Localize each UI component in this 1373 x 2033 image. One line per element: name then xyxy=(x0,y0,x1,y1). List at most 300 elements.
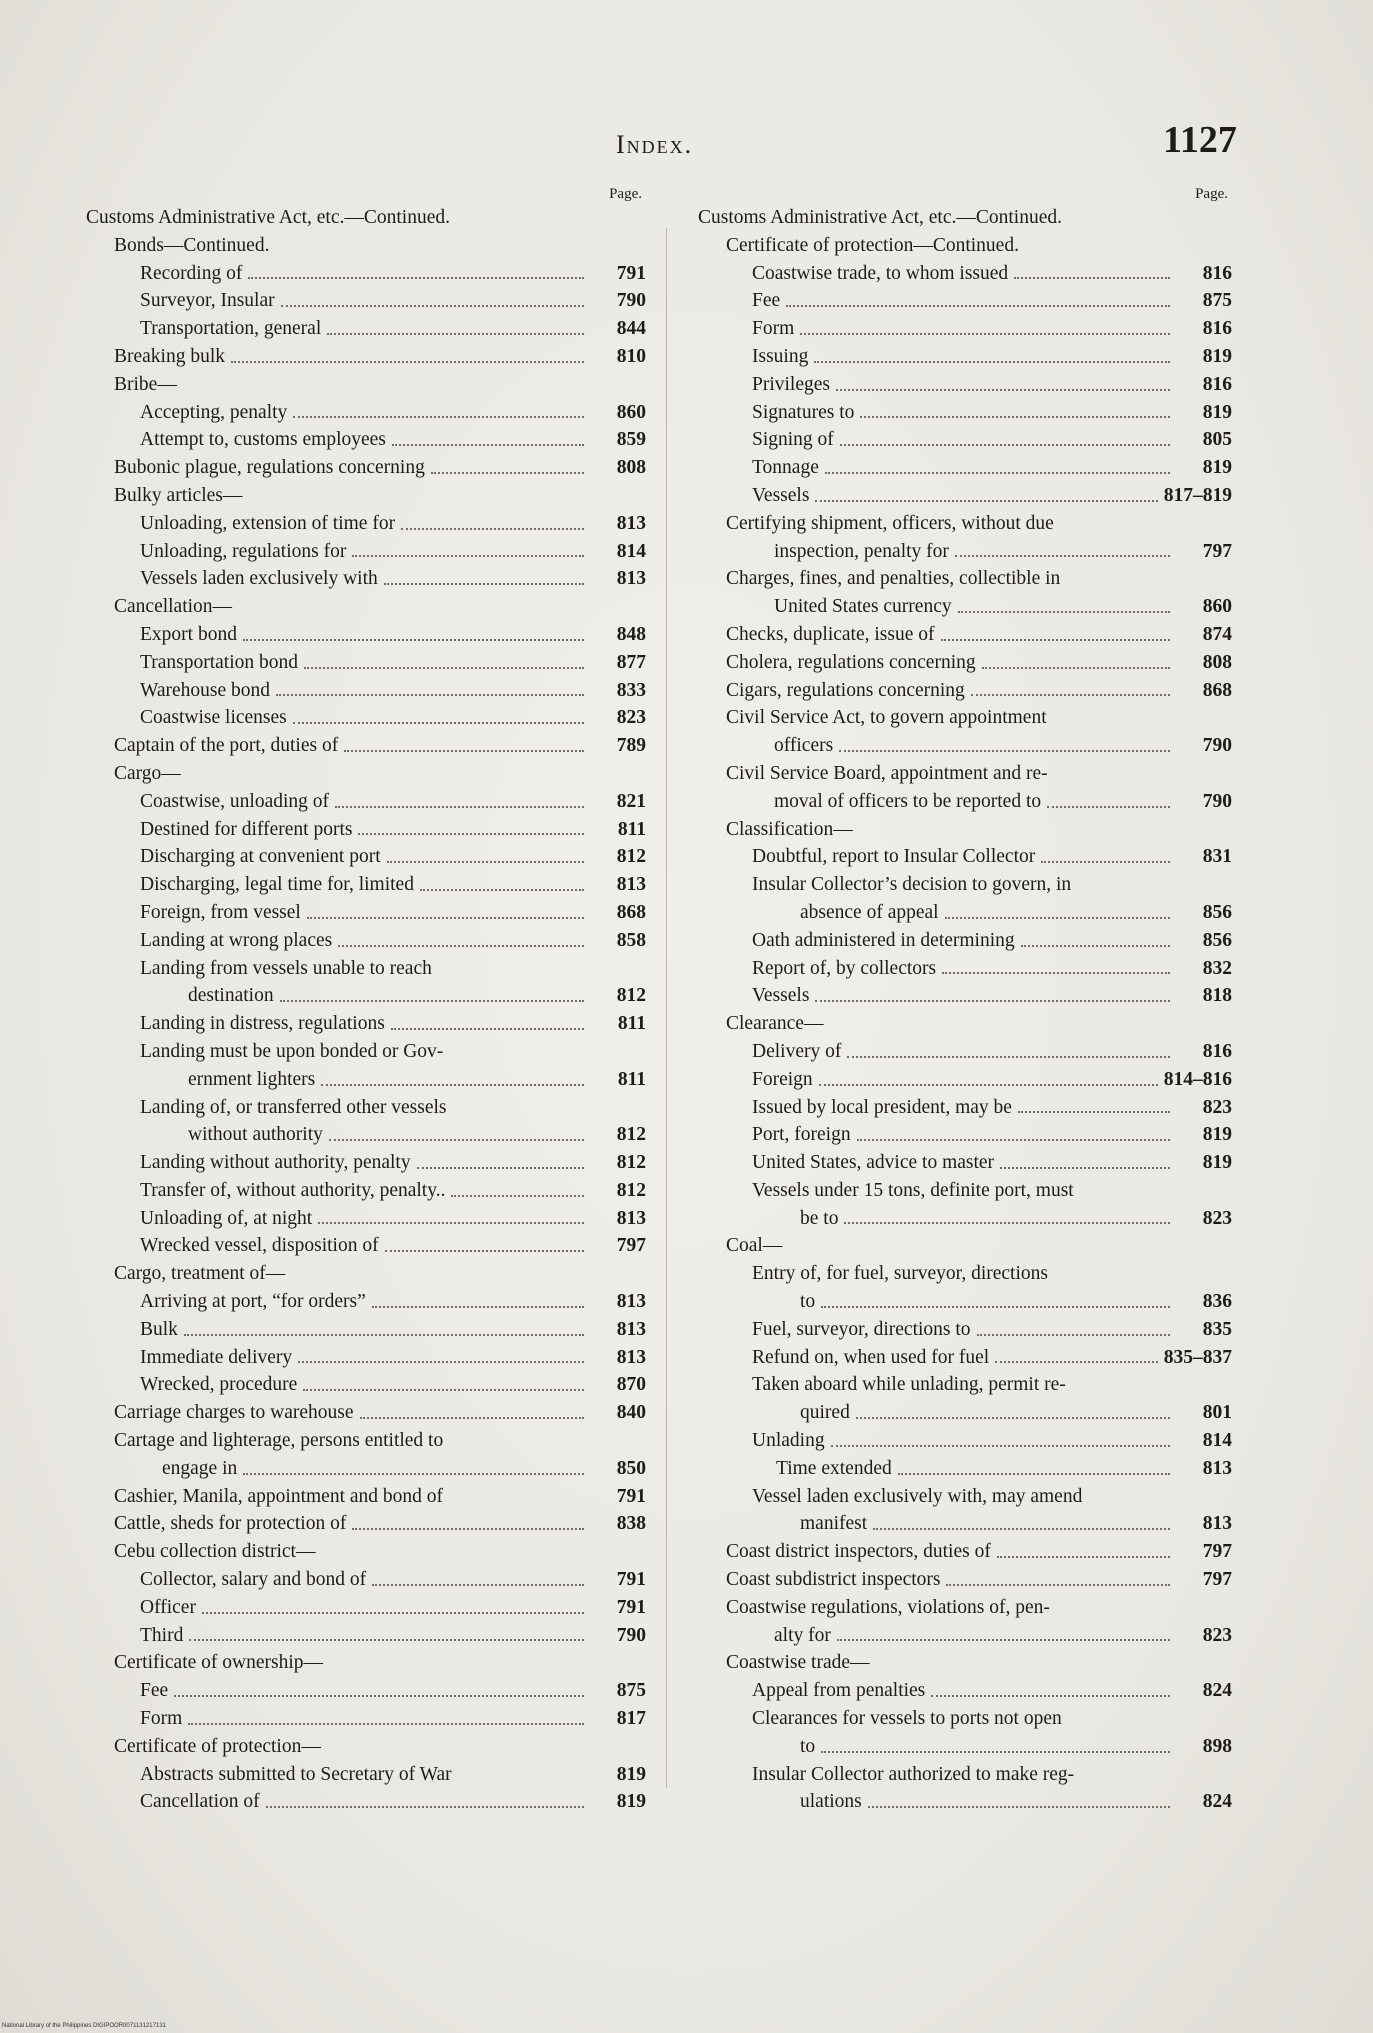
dot-leader xyxy=(243,639,584,641)
entry-page-ref: 813 xyxy=(1202,1513,1232,1535)
index-entry xyxy=(698,1010,1232,1038)
entry-text: Clearances for vessels to ports not open xyxy=(752,1708,1062,1730)
dot-leader xyxy=(352,1528,584,1530)
entry-text: Export bond xyxy=(140,623,237,645)
entry-text: Cancellation of xyxy=(140,1791,260,1813)
entry-page-ref: 797 xyxy=(1202,1541,1232,1563)
index-entry xyxy=(698,1594,1232,1650)
index-entry xyxy=(698,1371,1232,1427)
entry-page-ref: 819 xyxy=(1202,457,1232,479)
index-entry xyxy=(86,1038,646,1094)
dot-leader xyxy=(825,472,1170,474)
dot-leader xyxy=(231,361,584,363)
index-entry xyxy=(86,649,646,677)
entry-text: Captain of the port, duties of xyxy=(114,735,339,757)
entry-text: Recording of xyxy=(140,262,243,284)
entry-page-ref: 819 xyxy=(616,1763,646,1785)
entry-page-ref: 817 xyxy=(616,1708,646,1730)
index-entry xyxy=(86,1149,646,1177)
entry-text: Bulky articles— xyxy=(114,484,243,506)
entry-text: Surveyor, Insular xyxy=(140,290,275,312)
entry-page-ref: 848 xyxy=(616,623,646,645)
index-entry xyxy=(698,677,1232,705)
dot-leader xyxy=(931,1695,1170,1697)
index-entry xyxy=(698,1121,1232,1149)
dot-leader xyxy=(1018,1111,1170,1113)
entry-text: Bonds—Continued. xyxy=(114,234,270,256)
entry-page-ref: 805 xyxy=(1202,429,1232,451)
entry-text: Customs Administrative Act, etc.—Continued. xyxy=(86,207,450,228)
index-entry xyxy=(698,1705,1232,1761)
entry-page-ref: 868 xyxy=(616,901,646,923)
dot-leader xyxy=(352,555,584,557)
entry-page-ref: 860 xyxy=(1202,596,1232,618)
dot-leader xyxy=(248,277,584,279)
entry-text: Unlading xyxy=(752,1430,825,1452)
dot-leader xyxy=(814,361,1170,363)
entry-text: Delivery of xyxy=(752,1040,842,1062)
index-entry xyxy=(698,1677,1232,1705)
entry-text: Civil Service Act, to govern appointment xyxy=(726,707,1047,729)
entry-text: Issuing xyxy=(752,345,809,367)
entry-text: Transportation, general xyxy=(140,318,322,340)
index-entry xyxy=(86,343,646,371)
entry-text: Coastwise trade— xyxy=(726,1652,870,1674)
dot-leader xyxy=(420,889,584,891)
entry-page-ref: 801 xyxy=(1202,1402,1232,1424)
entry-page-ref: 875 xyxy=(616,1680,646,1702)
entry-page-ref: 817–819 xyxy=(1163,484,1232,506)
entry-page-ref: 797 xyxy=(1202,540,1232,562)
dot-leader xyxy=(303,1389,584,1391)
entry-page-ref: 823 xyxy=(1202,1096,1232,1118)
entry-text: Entry of, for fuel, surveyor, directions xyxy=(752,1263,1048,1285)
index-entry xyxy=(698,232,1232,260)
index-entry xyxy=(86,1260,646,1288)
index-entry xyxy=(86,1371,646,1399)
index-entry xyxy=(86,538,646,566)
entry-page-ref: 812 xyxy=(616,846,646,868)
dot-leader xyxy=(945,917,1170,919)
dot-leader xyxy=(819,1084,1158,1086)
index-entry xyxy=(86,871,646,899)
entry-continuation: quired xyxy=(800,1402,850,1424)
page-number: 1127 xyxy=(1163,119,1237,161)
entry-text: Port, foreign xyxy=(752,1124,851,1146)
entry-page-ref: 858 xyxy=(616,929,646,951)
entry-page-ref: 868 xyxy=(1202,679,1232,701)
entry-text: Privileges xyxy=(752,373,830,395)
index-entry xyxy=(86,955,646,1011)
index-entry xyxy=(86,1677,646,1705)
entry-page-ref: 859 xyxy=(616,429,646,451)
entry-continuation: absence of appeal xyxy=(800,901,939,923)
entry-page-ref: 811 xyxy=(617,1013,646,1035)
dot-leader xyxy=(942,972,1170,974)
dot-leader xyxy=(1021,945,1170,947)
entry-text: Arriving at port, “for orders” xyxy=(140,1291,366,1313)
entry-page-ref: 850 xyxy=(616,1457,646,1479)
dot-leader xyxy=(184,1334,584,1336)
dot-leader xyxy=(1047,806,1170,808)
index-entry xyxy=(86,232,646,260)
index-entry xyxy=(86,899,646,927)
entry-text: Coastwise regulations, violations of, pen- xyxy=(726,1596,1050,1618)
entry-text: Refund on, when used for fuel xyxy=(752,1346,990,1368)
entry-continuation: moval of officers to be reported to xyxy=(774,790,1042,812)
entry-page-ref: 810 xyxy=(616,345,646,367)
entry-page-ref: 812 xyxy=(616,1152,646,1174)
dot-leader xyxy=(344,750,584,752)
index-entry xyxy=(86,677,646,705)
entry-page-ref: 812 xyxy=(616,985,646,1007)
entry-text: Coast subdistrict inspectors xyxy=(726,1569,941,1591)
entry-continuation: ernment lighters xyxy=(188,1068,316,1090)
dot-leader xyxy=(847,1056,1170,1058)
entry-page-ref: 823 xyxy=(616,707,646,729)
dot-leader xyxy=(857,1139,1170,1141)
page-column-label: Page. xyxy=(609,186,642,202)
dot-leader xyxy=(321,1084,584,1086)
entry-text: Fee xyxy=(752,290,781,312)
dot-leader xyxy=(358,833,584,835)
index-entry xyxy=(86,510,646,538)
entry-text: Landing without authority, penalty xyxy=(140,1152,411,1174)
entry-page-ref: 797 xyxy=(1202,1569,1232,1591)
entry-text: Coastwise trade, to whom issued xyxy=(752,262,1009,284)
entry-text: Checks, duplicate, issue of xyxy=(726,623,935,645)
dot-leader xyxy=(360,1417,585,1419)
entry-text: Vessels xyxy=(752,985,810,1007)
entry-page-ref: 856 xyxy=(1202,901,1232,923)
running-head xyxy=(0,118,1373,168)
entry-page-ref: 813 xyxy=(616,1291,646,1313)
entry-text: Wrecked vessel, disposition of xyxy=(140,1235,379,1257)
entry-text: Accepting, penalty xyxy=(140,401,288,423)
entry-text: Discharging, legal time for, limited xyxy=(140,874,414,896)
dot-leader xyxy=(372,1584,584,1586)
entry-text: United States, advice to master xyxy=(752,1152,995,1174)
index-entry xyxy=(698,1260,1232,1316)
dot-leader xyxy=(982,667,1170,669)
index-entry xyxy=(86,1344,646,1372)
dot-leader xyxy=(860,416,1170,418)
dot-leader xyxy=(831,1445,1170,1447)
entry-page-ref: 813 xyxy=(1202,1457,1232,1479)
dot-leader xyxy=(391,1028,584,1030)
index-entry xyxy=(698,1427,1232,1455)
entry-text: Vessels xyxy=(752,484,810,506)
dot-leader xyxy=(401,528,584,530)
index-entry xyxy=(86,371,646,399)
index-entry xyxy=(698,371,1232,399)
entry-text: Foreign, from vessel xyxy=(140,901,301,923)
entry-text: Immediate delivery xyxy=(140,1346,293,1368)
entry-page-ref: 816 xyxy=(1202,1040,1232,1062)
dot-leader xyxy=(338,945,584,947)
entry-text: Certificate of protection— xyxy=(114,1735,321,1757)
entry-text: Landing of, or transferred other vessels xyxy=(140,1096,447,1118)
scan-credit: National Library of the Philippines DIGIPOOR0071131217131 xyxy=(2,2023,166,2029)
dot-leader xyxy=(276,694,584,696)
entry-text: Attempt to, customs employees xyxy=(140,429,386,451)
entry-text: Coast district inspectors, duties of xyxy=(726,1541,991,1563)
entry-text: Third xyxy=(140,1624,184,1646)
entry-text: Report of, by collectors xyxy=(752,957,937,979)
dot-leader xyxy=(873,1528,1170,1530)
index-entry xyxy=(698,482,1232,510)
entry-continuation: engage in xyxy=(162,1457,238,1479)
dot-leader xyxy=(971,694,1170,696)
index-entry xyxy=(698,260,1232,288)
entry-continuation: to xyxy=(800,1735,816,1757)
dot-leader xyxy=(451,1195,584,1197)
entry-text: Vessels laden exclusively with xyxy=(140,568,378,590)
dot-leader xyxy=(1000,1167,1170,1169)
entry-page-ref: 816 xyxy=(1202,262,1232,284)
index-entry xyxy=(698,1149,1232,1177)
entry-text: Landing must be upon bonded or Gov- xyxy=(140,1040,444,1062)
index-entry xyxy=(86,287,646,315)
index-entry xyxy=(698,816,1232,844)
index-entry xyxy=(86,816,646,844)
entry-text: Signing of xyxy=(752,429,834,451)
entry-text: Cholera, regulations concerning xyxy=(726,651,976,673)
entry-text: Issued by local president, may be xyxy=(752,1096,1012,1118)
entry-page-ref: 797 xyxy=(616,1235,646,1257)
entry-page-ref: 816 xyxy=(1202,373,1232,395)
entry-page-ref: 877 xyxy=(616,651,646,673)
index-entry xyxy=(698,955,1232,983)
dot-leader xyxy=(335,806,584,808)
entry-text: Classification— xyxy=(726,818,853,840)
index-entry xyxy=(86,260,646,288)
page-column-label: Page. xyxy=(1195,186,1228,202)
dot-leader xyxy=(281,305,584,307)
index-entry xyxy=(698,1761,1232,1817)
dot-leader xyxy=(174,1695,584,1697)
entry-page-ref: 790 xyxy=(616,290,646,312)
entry-page-ref: 819 xyxy=(1202,345,1232,367)
index-entry xyxy=(698,1232,1232,1260)
index-entry xyxy=(698,287,1232,315)
entry-text: Charges, fines, and penalties, collectible in xyxy=(726,568,1061,590)
dot-leader xyxy=(188,1723,584,1725)
entry-text: Certifying shipment, officers, without due xyxy=(726,512,1054,534)
index-entry xyxy=(698,1066,1232,1094)
index-entry xyxy=(698,1649,1232,1677)
entry-text: Bubonic plague, regulations concerning xyxy=(114,457,425,479)
dot-leader xyxy=(837,1639,1170,1641)
entry-text: Bribe— xyxy=(114,373,177,395)
entry-page-ref: 811 xyxy=(617,818,646,840)
entry-page-ref: 812 xyxy=(616,1179,646,1201)
entry-text: Abstracts submitted to Secretary of War xyxy=(140,1763,452,1785)
index-entry xyxy=(86,1399,646,1427)
dot-leader xyxy=(392,444,584,446)
index-entry xyxy=(698,1038,1232,1066)
entry-text: Cebu collection district— xyxy=(114,1541,316,1563)
entry-text: Clearance— xyxy=(726,1013,824,1035)
entry-text: Coastwise licenses xyxy=(140,707,287,729)
entry-text: Doubtful, report to Insular Collector xyxy=(752,846,1036,868)
entry-text: Signatures to xyxy=(752,401,855,423)
dot-leader xyxy=(372,1306,584,1308)
entry-text: Form xyxy=(752,318,795,340)
entry-page-ref: 790 xyxy=(1202,735,1232,757)
index-column-right xyxy=(698,186,1232,1816)
entry-page-ref: 791 xyxy=(616,1596,646,1618)
dot-leader xyxy=(800,333,1170,335)
index-entry xyxy=(698,621,1232,649)
entry-page-ref: 856 xyxy=(1202,929,1232,951)
dot-leader xyxy=(840,444,1170,446)
index-entry xyxy=(86,1232,646,1260)
entry-page-ref: 812 xyxy=(616,1124,646,1146)
entry-page-ref: 814 xyxy=(616,540,646,562)
entry-page-ref: 823 xyxy=(1202,1207,1232,1229)
index-entry xyxy=(698,426,1232,454)
index-entry xyxy=(698,927,1232,955)
column-divider xyxy=(666,228,667,1788)
dot-leader xyxy=(815,1000,1170,1002)
index-entry xyxy=(86,1733,646,1761)
entry-page-ref: 823 xyxy=(1202,1624,1232,1646)
entry-text: Discharging at convenient port xyxy=(140,846,381,868)
dot-leader xyxy=(387,861,584,863)
entry-text: Cargo, treatment of— xyxy=(114,1263,286,1285)
dot-leader xyxy=(189,1639,584,1641)
entry-text: Vessel laden exclusively with, may amend xyxy=(752,1485,1083,1507)
dot-leader xyxy=(856,1417,1170,1419)
index-entry xyxy=(86,565,646,593)
index-entry xyxy=(698,760,1232,816)
index-entry xyxy=(86,482,646,510)
dot-leader xyxy=(977,1334,1170,1336)
index-entry xyxy=(698,1538,1232,1566)
index-entry xyxy=(86,1761,646,1789)
entry-page-ref: 791 xyxy=(616,1485,646,1507)
dot-leader xyxy=(1014,277,1170,279)
index-entry xyxy=(698,1566,1232,1594)
dot-leader xyxy=(307,917,584,919)
index-entry xyxy=(86,1649,646,1677)
entry-text: Warehouse bond xyxy=(140,679,271,701)
index-entry xyxy=(86,1705,646,1733)
entry-page-ref: 875 xyxy=(1202,290,1232,312)
dot-leader xyxy=(329,1139,584,1141)
dot-leader xyxy=(839,750,1170,752)
index-entry xyxy=(86,1427,646,1483)
entry-continuation: ulations xyxy=(800,1791,862,1813)
dot-leader xyxy=(958,611,1170,613)
entry-text: Fee xyxy=(140,1680,169,1702)
index-entry xyxy=(86,204,646,232)
index-entry xyxy=(86,732,646,760)
entry-text: Carriage charges to warehouse xyxy=(114,1402,354,1424)
entry-page-ref: 819 xyxy=(1202,401,1232,423)
entry-continuation: destination xyxy=(188,985,274,1007)
dot-leader xyxy=(384,583,584,585)
entry-text: Landing in distress, regulations xyxy=(140,1013,385,1035)
entry-text: Insular Collector’s decision to govern, in xyxy=(752,874,1072,896)
index-entry xyxy=(698,454,1232,482)
entry-text: Tonnage xyxy=(752,457,819,479)
dot-leader xyxy=(243,1473,584,1475)
entry-text: Unloading, regulations for xyxy=(140,540,347,562)
entry-text: Cattle, sheds for protection of xyxy=(114,1513,347,1535)
entry-page-ref: 838 xyxy=(616,1513,646,1535)
entry-text: Landing at wrong places xyxy=(140,929,333,951)
entry-text: Collector, salary and bond of xyxy=(140,1569,367,1591)
index-entry xyxy=(698,871,1232,927)
entry-text: Coal— xyxy=(726,1235,783,1257)
entry-page-ref: 818 xyxy=(1202,985,1232,1007)
index-entry xyxy=(698,399,1232,427)
entry-page-ref: 844 xyxy=(616,318,646,340)
entry-text: Unloading, extension of time for xyxy=(140,512,396,534)
dot-leader xyxy=(318,1222,584,1224)
entry-text: Transfer of, without authority, penalty.. xyxy=(140,1179,446,1201)
index-entry xyxy=(86,1177,646,1205)
entry-page-ref: 819 xyxy=(1202,1124,1232,1146)
dot-leader xyxy=(293,416,584,418)
entry-list xyxy=(86,204,646,1816)
index-entry xyxy=(86,760,646,788)
entry-page-ref: 831 xyxy=(1202,846,1232,868)
entry-page-ref: 813 xyxy=(616,512,646,534)
entry-continuation: alty for xyxy=(774,1624,831,1646)
index-entry xyxy=(86,593,646,621)
entry-page-ref: 819 xyxy=(616,1791,646,1813)
dot-leader xyxy=(266,1806,584,1808)
entry-text: Civil Service Board, appointment and re- xyxy=(726,762,1048,784)
entry-page-ref: 791 xyxy=(616,262,646,284)
dot-leader xyxy=(786,305,1170,307)
entry-page-ref: 790 xyxy=(1202,790,1232,812)
entry-text: Customs Administrative Act, etc.—Continued. xyxy=(698,207,1062,228)
dot-leader xyxy=(815,500,1157,502)
entry-page-ref: 813 xyxy=(616,1318,646,1340)
dot-leader xyxy=(946,1584,1170,1586)
index-entry xyxy=(86,843,646,871)
entry-continuation: without authority xyxy=(188,1124,323,1146)
entry-page-ref: 833 xyxy=(616,679,646,701)
index-entry xyxy=(698,1177,1232,1233)
entry-continuation: inspection, penalty for xyxy=(774,540,949,562)
index-entry xyxy=(86,1483,646,1511)
index-entry xyxy=(86,1566,646,1594)
entry-page-ref: 819 xyxy=(1202,1152,1232,1174)
index-entry xyxy=(698,315,1232,343)
entry-page-ref: 808 xyxy=(616,457,646,479)
entry-page-ref: 813 xyxy=(616,1207,646,1229)
index-entry xyxy=(86,1594,646,1622)
index-entry xyxy=(86,704,646,732)
index-entry xyxy=(698,649,1232,677)
index-entry xyxy=(86,927,646,955)
entry-text: Unloading of, at night xyxy=(140,1207,313,1229)
entry-page-ref: 836 xyxy=(1202,1291,1232,1313)
index-entry xyxy=(86,1288,646,1316)
entry-text: Certificate of protection—Continued. xyxy=(726,234,1019,256)
entry-page-ref: 813 xyxy=(616,1346,646,1368)
index-entry xyxy=(86,1205,646,1233)
dot-leader xyxy=(995,1361,1158,1363)
dot-leader xyxy=(293,722,584,724)
entry-text: Oath administered in determining xyxy=(752,929,1015,951)
entry-page-ref: 821 xyxy=(616,790,646,812)
